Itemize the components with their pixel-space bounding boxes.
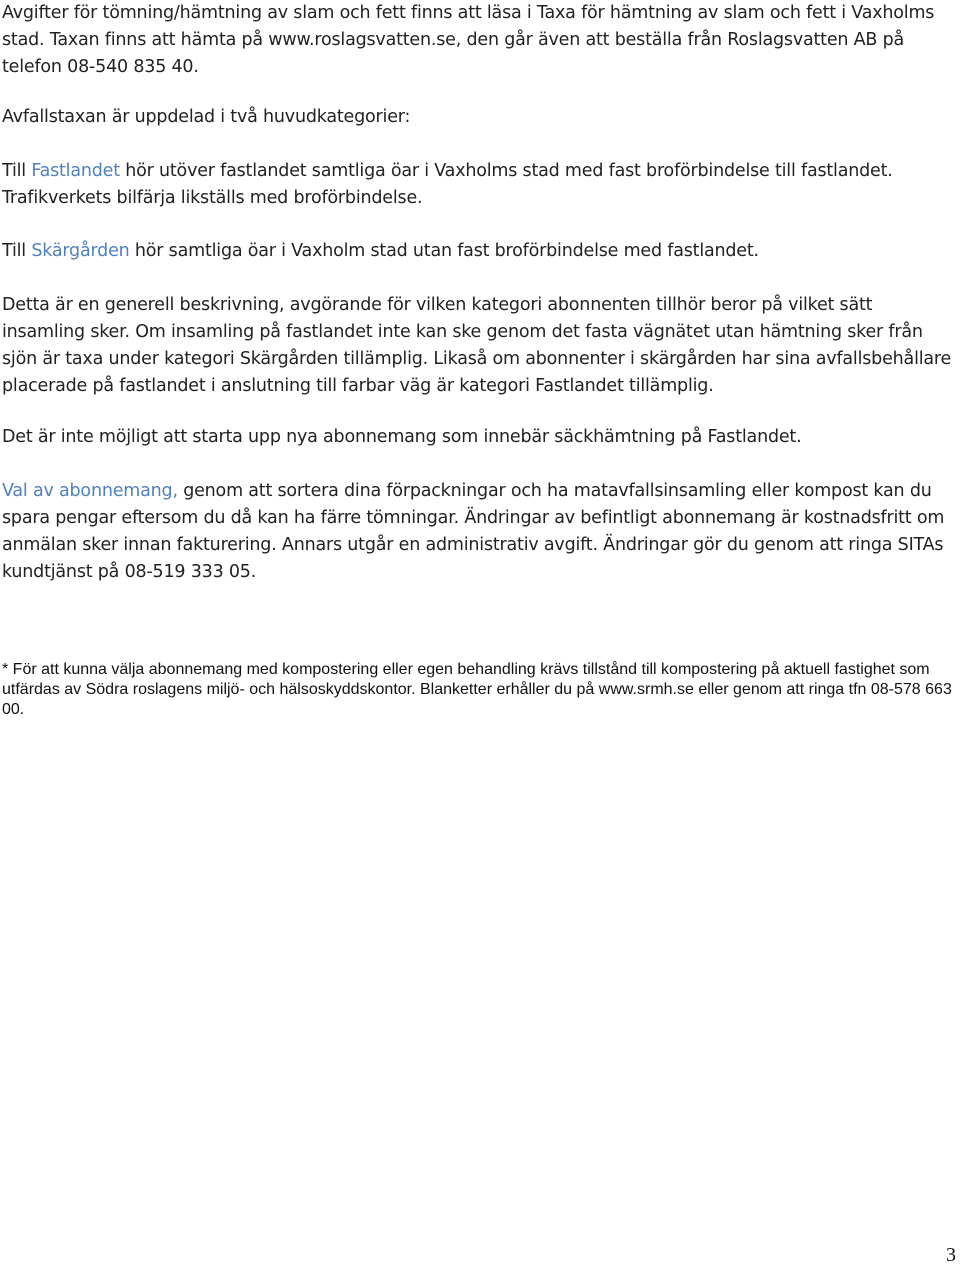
paragraph-fastlandet-text: hör utöver fastlandet samtliga öar i Vaxholms stad med fast broförbindelse till fastlandet. Trafikverkets bilfärja likställs med broförbindelse. [2, 161, 893, 208]
page-number: 3 [946, 1244, 956, 1266]
paragraph-fastlandet [2, 158, 958, 212]
paragraph-skargarden [2, 238, 958, 265]
footnote: * För att kunna välja abonnemang med kompostering eller egen behandling krävs tillstånd till kompostering på aktuell fastighet som utfärdas av Södra roslagens miljö- och hälsoskyddskontor. Blanketter erhåller du på www.srmh.se eller genom att ringa tfn 08-578 663 00. [2, 661, 952, 718]
paragraph-huvudkategorier: Avfallstaxan är uppdelad i två huvudkategorier: [2, 107, 411, 127]
heading-val-av-abonnemang: Val av abonnemang, [2, 481, 178, 501]
paragraph-val-av-abonnemang-text: genom att sortera dina förpackningar och ha matavfallsinsamling eller kompost kan du spara pengar eftersom du då kan ha färre tömningar. Ändringar av befintligt abonnemang är kostnadsfritt om anmälan sker innan fakturering. Annars utgår en administrativ avgift. Ändringar gör du genom att ringa SITAs kundtjänst på 08-519 333 05. [2, 481, 945, 582]
paragraph-skargarden-prefix: Till [2, 241, 32, 261]
category-fastlandet: Fastlandet [31, 161, 120, 181]
paragraph-sackhamtning: Det är inte möjligt att starta upp nya abonnemang som innebär säckhämtning på Fastlandet. [2, 427, 802, 447]
paragraph-generell-beskrivning: Detta är en generell beskrivning, avgörande för vilken kategori abonnenten tillhör beror på vilket sätt insamling sker. Om insamling på fastlandet inte kan ske genom det fasta vägnätet utan hämtning sker från sjön är taxa under kategori Skärgården tillämplig. Likaså om abonnenter i skärgården har sina avfallsbehållare placerade på fastlandet i anslutning till farbar väg är kategori Fastlandet tillämplig. [2, 295, 952, 396]
paragraph-slam-fett: Avgifter för tömning/hämtning av slam och fett finns att läsa i Taxa för hämtning av slam och fett i Vaxholms stad. Taxan finns att hämta på www.roslagsvatten.se, den går även att beställa från Roslagsvatten AB på telefon 08-540 835 40. [2, 3, 935, 77]
paragraph-fastlandet-prefix: Till [2, 161, 32, 181]
category-skargarden: Skärgården [31, 241, 130, 261]
paragraph-val-av-abonnemang [2, 478, 958, 586]
paragraph-skargarden-text: hör samtliga öar i Vaxholm stad utan fast broförbindelse med fastlandet. [129, 241, 759, 261]
